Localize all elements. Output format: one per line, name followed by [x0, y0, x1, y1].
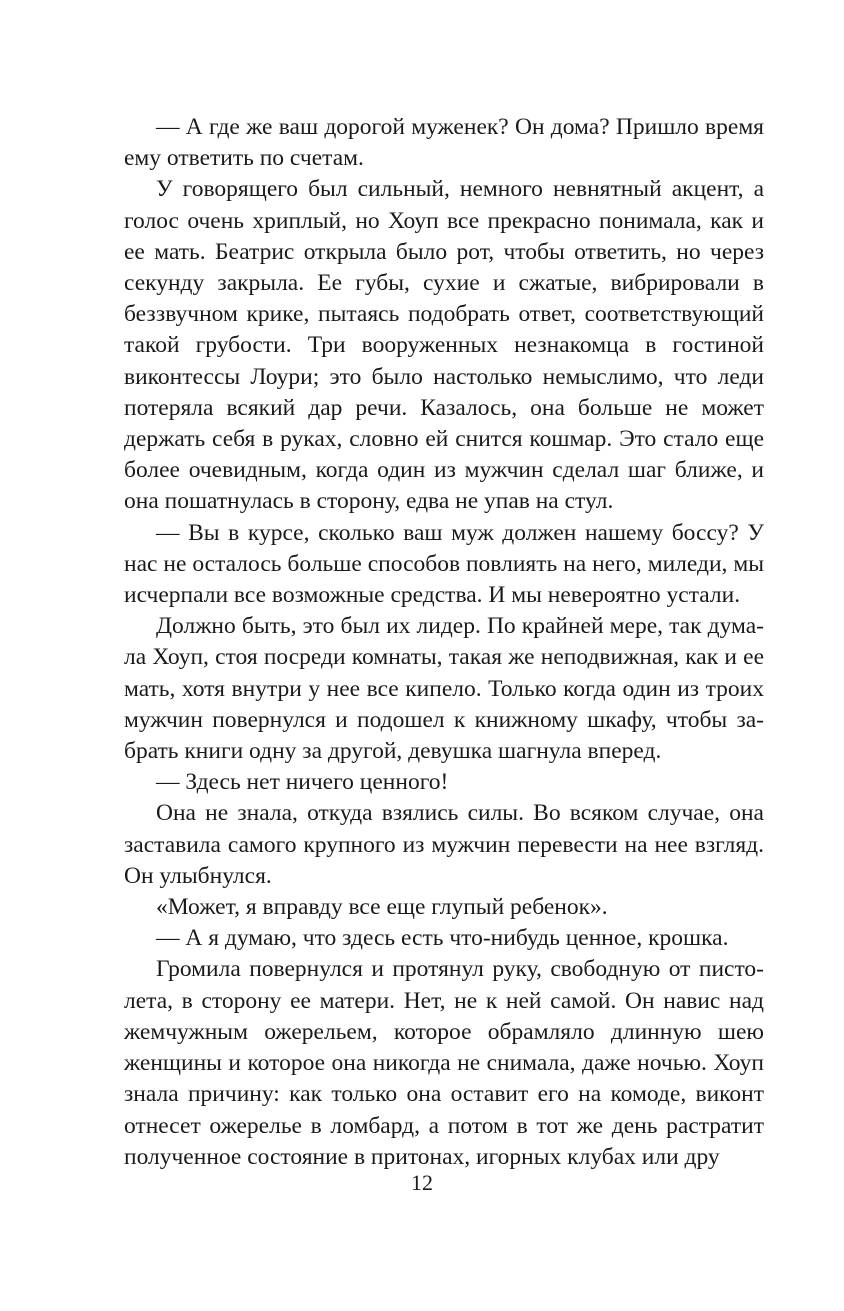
paragraph: — А где же ваш дорогой муженек? Он дома? Пришло время ему ответить по счетам. — [124, 114, 764, 172]
paragraph: — Здесь нет ничего ценного! — [156, 769, 449, 796]
paragraph: Должно быть, это был их лидер. По крайней мере, так думала Хоуп, стоя посреди комнаты, такая же неподвижная, как и ее мать, хотя внутри у нее все кипело. Только когда один из троих мужчин повернулся и подошел к книжному шкафу, чтобы забрать книги одну за другой, девушка шагнула вперед. — [124, 613, 764, 765]
body-text — [124, 112, 764, 1173]
paragraph: Громила повернулся и протянул руку, свободную от пистолета, в сторону ее матери. Нет, не к ней самой. Он навис над жемчужным ожерельем, которое обрамляло длинную шею женщины и которое она никогда не снимала, даже ночью. Хоуп знала причину: как только она оставит его на комоде, виконт отнесет ожерелье в ломбард, а потом в тот же день растратит полученное состояние в притонах, игорных клубах или дру — [124, 956, 764, 1170]
paragraph: — А я думаю, что здесь есть что-нибудь ценное, крошка. — [156, 925, 729, 952]
paragraph: Она не знала, откуда взялись силы. Во всяком случае, она заставила самого крупного из мужчин перевести на нее взгляд. Он улыбнулся. — [124, 800, 764, 889]
paragraph: — Вы в курсе, сколько ваш муж должен нашему боссу? У нас не осталось больше способов повлиять на него, миледи, мы исчерпали все возможные средства. И мы невероятно устали. — [124, 519, 764, 609]
paragraph: «Может, я вправду все еще глупый ребенок». — [156, 894, 608, 921]
paragraph: У говорящего был сильный, немного невнятный акцент, а голос очень хриплый, но Хоуп все прекрасно понимала, как и ее мать. Беатрис открыла было рот, чтобы ответить, но через секунду закрыла. Ее губы, сухие и сжатые, вибрировали в беззвучном крике, пытаясь подобрать ответ, соответствующий такой грубости. Три вооруженных незнакомца в гостиной виконтессы Лоури; это было настолько немыслимо, что леди потеряла всякий дар речи. Казалось, она больше не может держать себя в руках, словно ей снится кошмар. Это стало еще более очевидным, когда один из мужчин сделал шаг ближе, и она пошатнулась в сторону, едва не упав на стул. — [124, 176, 764, 515]
page-number: 12 — [411, 1170, 433, 1195]
